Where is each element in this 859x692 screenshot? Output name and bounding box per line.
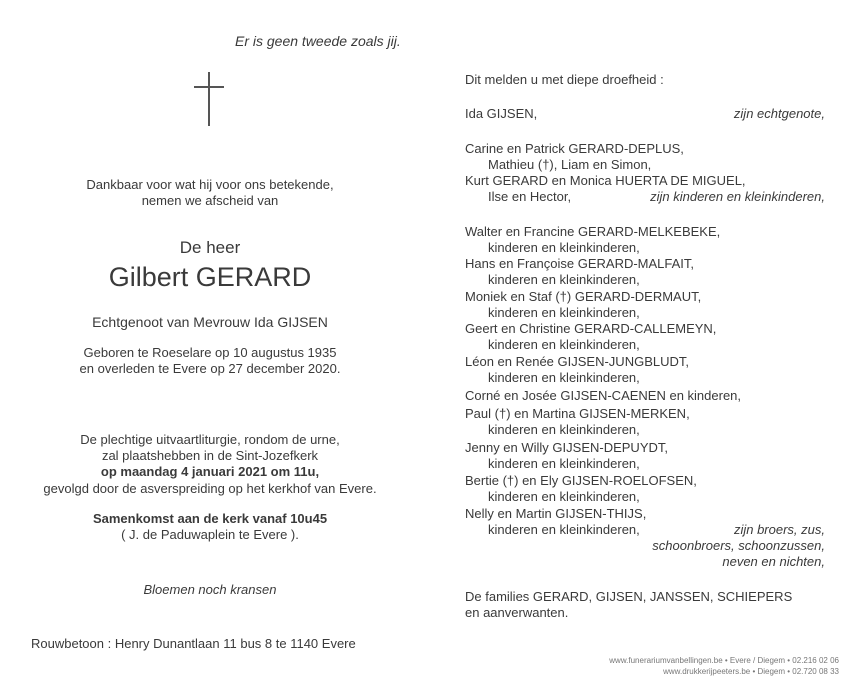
service-line-3: gevolgd door de asverspreiding op het kerkhof van Evere. [43, 481, 377, 496]
sibling-line-4: Geert en Christine GERARD-CALLEMEYN, [465, 321, 717, 336]
footer-line-1: www.funerariumvanbellingen.be • Evere / Diegem • 02.216 02 06 [609, 656, 839, 665]
born-line: Geboren te Roeselare op 10 augustus 1935 [83, 345, 337, 360]
thanks-line-1: Dankbaar voor wat hij voor ons betekende, [86, 177, 334, 192]
sibling-line-9: Bertie (†) en Ely GIJSEN-ROELOFSEN, [465, 473, 697, 488]
sibling-kids-9: kinderen en kleinkinderen, [488, 489, 640, 504]
service-line-2: zal plaatshebben in de Sint-Jozefkerk [101, 448, 319, 463]
sibling-kids-2: kinderen en kleinkinderen, [488, 272, 640, 287]
child-line-1: Carine en Patrick GERARD-DEPLUS, [465, 141, 684, 156]
footer-line-2: www.drukkerijpeeters.be • Diegem • 02.720 08 33 [663, 667, 839, 676]
child-line-2: Kurt GERARD en Monica HUERTA DE MIGUEL, [465, 173, 746, 188]
sibling-role-1: zijn broers, zus, [733, 522, 825, 537]
children-role: zijn kinderen en kleinkinderen, [650, 189, 825, 204]
sibling-kids-5: kinderen en kleinkinderen, [488, 370, 640, 385]
sibling-kids-3: kinderen en kleinkinderen, [488, 305, 640, 320]
sibling-kids-10: kinderen en kleinkinderen, [488, 522, 640, 537]
sibling-line-5: Léon en Renée GIJSEN-JUNGBLUDT, [465, 354, 689, 369]
grandchildren-line-2: Ilse en Hector, [488, 189, 572, 204]
sibling-line-7: Paul (†) en Martina GIJSEN-MERKEN, [465, 406, 690, 421]
sibling-kids-4: kinderen en kleinkinderen, [488, 337, 640, 352]
condolence-address: Rouwbetoon : Henry Dunantlaan 11 bus 8 te 1140 Evere [31, 636, 356, 651]
sibling-role-2: schoonbroers, schoonzussen, [652, 538, 825, 553]
sibling-line-8: Jenny en Willy GIJSEN-DEPUYDT, [465, 440, 668, 455]
cross-icon-bar [194, 86, 224, 88]
sibling-role-3: neven en nichten, [722, 554, 825, 569]
families-line-2: en aanverwanten. [465, 605, 569, 620]
spouse-name: Ida GIJSEN, [465, 106, 538, 121]
intro-line: Dit melden u met diepe droefheid : [465, 72, 664, 87]
cross-icon [208, 72, 210, 126]
meeting-place: ( J. de Paduwaplein te Evere ). [121, 527, 299, 542]
sibling-line-6: Corné en Josée GIJSEN-CAENEN en kinderen, [465, 388, 742, 403]
grandchildren-line-1: Mathieu (†), Liam en Simon, [488, 157, 652, 172]
families-line-1: De families GERARD, GIJSEN, JANSSEN, SCHIEPERS [465, 589, 793, 604]
sibling-line-2: Hans en Françoise GERARD-MALFAIT, [465, 256, 695, 271]
motto: Er is geen tweede zoals jij. [235, 33, 401, 49]
service-date: op maandag 4 januari 2021 om 11u, [100, 464, 320, 479]
flowers-note: Bloemen noch kransen [143, 582, 277, 597]
sibling-kids-7: kinderen en kleinkinderen, [488, 422, 640, 437]
sibling-line-3: Moniek en Staf (†) GERARD-DERMAUT, [465, 289, 702, 304]
died-line: en overleden te Evere op 27 december 2020. [79, 361, 341, 376]
meeting-line: Samenkomst aan de kerk vanaf 10u45 [92, 511, 328, 526]
sibling-kids-1: kinderen en kleinkinderen, [488, 240, 640, 255]
sibling-line-10: Nelly en Martin GIJSEN-THIJS, [465, 506, 647, 521]
service-line-1: De plechtige uitvaartliturgie, rondom de urne, [80, 432, 340, 447]
thanks-line-2: nemen we afscheid van [141, 193, 279, 208]
spouse-line: Echtgenoot van Mevrouw Ida GIJSEN [92, 314, 328, 330]
deceased-name: Gilbert GERARD [108, 262, 312, 292]
spouse-role: zijn echtgenote, [733, 106, 825, 121]
sibling-kids-8: kinderen en kleinkinderen, [488, 456, 640, 471]
sibling-line-1: Walter en Francine GERARD-MELKEBEKE, [465, 224, 721, 239]
honorific: De heer [179, 238, 241, 257]
